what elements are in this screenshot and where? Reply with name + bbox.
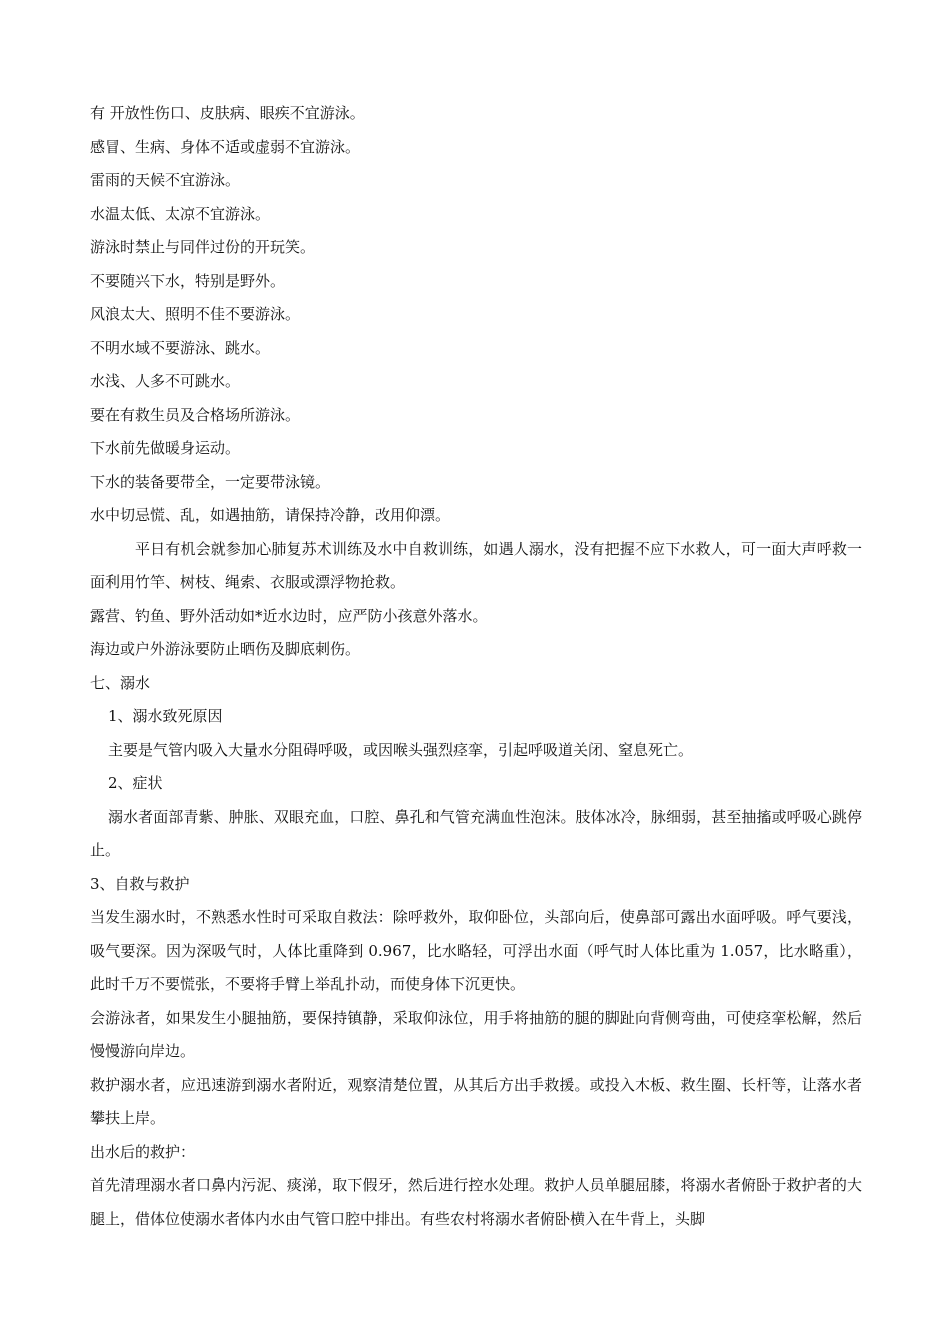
text-line: 露营、钓鱼、野外活动如*近水边时，应严防小孩意外落水。 xyxy=(90,606,488,625)
text-line: 雷雨的天候不宜游泳。 xyxy=(90,171,241,189)
subsection-body: 溺水者面部青紫、肿胀、双眼充血，口腔、鼻孔和气管充满血性泡沫。肢体冰冷，脉细弱，甚至抽搐或呼吸心跳停止。 xyxy=(90,807,862,859)
subsection-body: 主要是气管内吸入大量水分阻碍呼吸，或因喉头强烈痉挛，引起呼吸道关闭、窒息死亡。 xyxy=(108,740,694,759)
text-line: 不明水域不要游泳、跳水。 xyxy=(90,338,271,357)
post-rescue-paragraph: 首先清理溺水者口鼻内污泥、痰涕，取下假牙，然后进行控水处理。救护人员单腿屈膝，将溺水者俯卧于救护者的大腿上，借体位使溺水者体内水由气管口腔中排出。有些农村将溺水者俯卧横入在牛背上，头脚 xyxy=(90,1176,862,1228)
rescue-paragraph: 救护溺水者，应迅速游到溺水者附近，观察清楚位置，从其后方出手救援。或投入木板、救生圈、长杆等，让落水者攀扶上岸。 xyxy=(90,1075,862,1127)
text-line: 下水的装备要带全，一定要带泳镜。 xyxy=(90,472,331,491)
text-line: 感冒、生病、身体不适或虚弱不宜游泳。 xyxy=(90,137,361,156)
cramp-paragraph: 会游泳者，如果发生小腿抽筋，要保持镇静，采取仰泳位，用手将抽筋的腿的脚趾向背侧弯曲，可使痉挛松解，然后慢慢游向岸边。 xyxy=(90,1008,862,1060)
subsection-heading: 2、症状 xyxy=(108,774,163,792)
self-rescue-paragraph: 当发生溺水时，不熟悉水性时可采取自救法：除呼救外，取仰卧位，头部向后，使鼻部可露出水面呼吸。呼气要浅，吸气要深。因为深吸气时，人体比重降到 0.967，比水略轻，可浮出水面（呼气时人体比重为 1.057，比水略重），此时千万不要慌张，不要将手臂上举乱扑动，而使身体下沉更快。 xyxy=(90,908,862,993)
subsection-heading: 1、溺水致死原因 xyxy=(108,707,223,725)
text-line: 不要随兴下水，特别是野外。 xyxy=(90,271,286,290)
text-line: 水中切忌慌、乱，如遇抽筋，请保持冷静，改用仰漂。 xyxy=(90,506,451,524)
cpr-paragraph: 平日有机会就参加心肺复苏术训练及水中自救训练，如遇人溺水，没有把握不应下水救人，可一面大声呼救一面利用竹竿、树枝、绳索、衣服或漂浮物抢救。 xyxy=(90,539,862,591)
subsection-heading: 3、自救与救护 xyxy=(90,874,190,893)
subsection-heading: 出水后的救护： xyxy=(90,1142,196,1161)
section-heading: 七、溺水 xyxy=(90,673,151,692)
text-line: 风浪太大、照明不佳不要游泳。 xyxy=(90,305,301,323)
text-line: 下水前先做暖身运动。 xyxy=(90,439,241,457)
text-line: 游泳时禁止与同伴过份的开玩笑。 xyxy=(90,238,316,256)
text-line: 有 开放性伤口、皮肤病、眼疾不宜游泳。 xyxy=(90,104,365,122)
text-line: 水温太低、太凉不宜游泳。 xyxy=(90,204,271,223)
text-line: 要在有救生员及合格场所游泳。 xyxy=(90,405,301,424)
text-line: 水浅、人多不可跳水。 xyxy=(90,372,241,390)
document-body xyxy=(90,97,862,1236)
text-line: 海边或户外游泳要防止晒伤及脚底刺伤。 xyxy=(90,640,361,658)
